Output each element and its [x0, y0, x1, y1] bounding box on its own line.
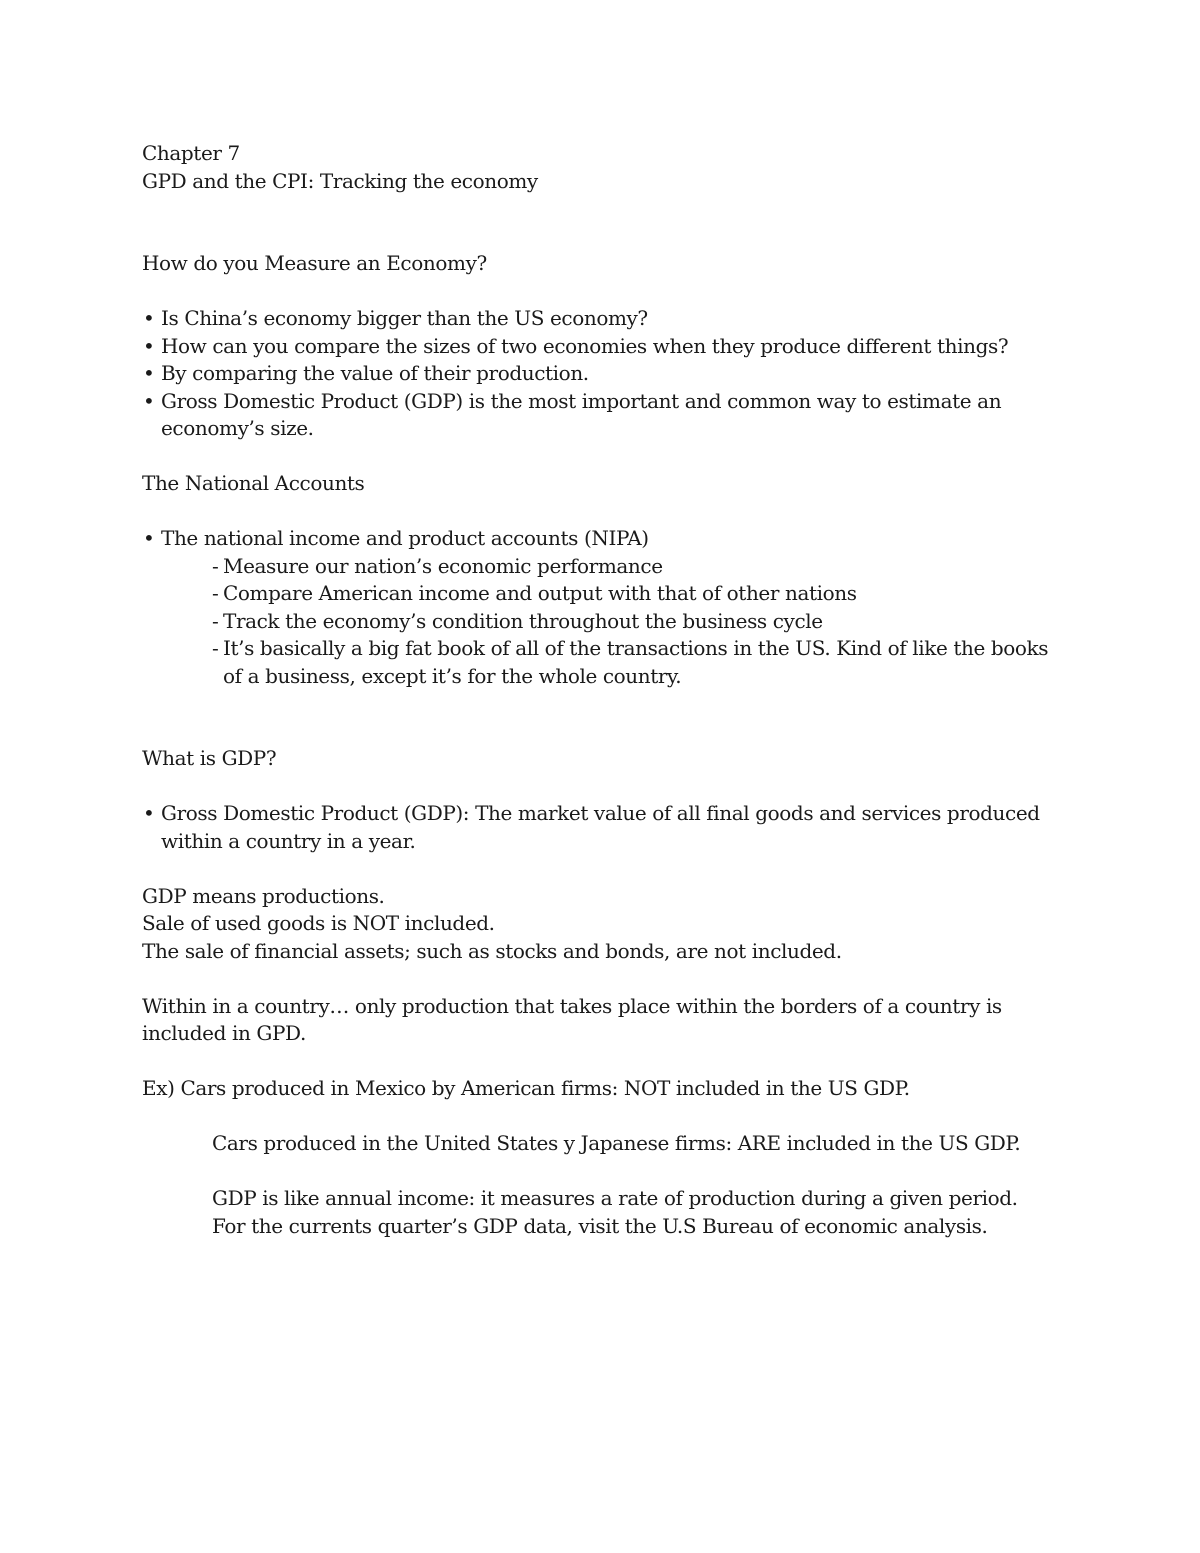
paragraph-visit-bea: For the currents quarter’s GDP data, visit the U.S Bureau of economic analysis.	[212, 1213, 988, 1238]
section-heading-national-accounts: The National Accounts	[142, 471, 365, 495]
paragraph-within-country: Within in a country… only production that takes place within the borders of a country is included in GPD.	[142, 993, 1002, 1045]
paragraph-annual-income: GDP is like annual income: it measures a rate of production during a given period.	[212, 1186, 1018, 1210]
chapter-title: Chapter 7	[142, 141, 240, 165]
list-item: • Is China’s economy bigger than the US economy?	[143, 306, 648, 330]
list-item: • By comparing the value of their production.	[143, 361, 589, 385]
paragraph-example-japan: Cars produced in the United States y Japanese firms: ARE included in the US GDP.	[212, 1131, 1021, 1155]
document-page	[142, 140, 1062, 1240]
list-item: • How can you compare the sizes of two economies when they produce different things?	[143, 333, 1009, 358]
section-heading-measure: How do you Measure an Economy?	[142, 251, 487, 275]
list-item: • Gross Domestic Product (GDP) is the most important and common way to estimate an economy’s size.	[143, 388, 1002, 440]
paragraph-example-mexico: Ex) Cars produced in Mexico by American firms: NOT included in the US GDP.	[142, 1076, 910, 1100]
sub-list-item: - It’s basically a big fat book of all of the transactions in the US. Kind of like the books of a business, except it’s for the whole country.	[212, 636, 1049, 688]
sub-list-item: - Track the economy’s condition throughout the business cycle	[212, 608, 823, 633]
list-item: • The national income and product accounts (NIPA)	[143, 526, 649, 550]
sub-list-item: - Compare American income and output with that of other nations	[212, 581, 857, 605]
note-line: Sale of used goods is NOT included.	[142, 911, 495, 935]
note-line: The sale of financial assets; such as stocks and bonds, are not included.	[142, 938, 842, 963]
chapter-subtitle: GPD and the CPI: Tracking the economy	[142, 168, 538, 193]
sub-list-item: - Measure our nation’s economic performance	[212, 553, 663, 578]
note-line: GDP means productions.	[142, 883, 385, 908]
section-heading-what-is-gdp: What is GDP?	[142, 746, 277, 770]
list-item: • Gross Domestic Product (GDP): The market value of all final goods and services produced within a country in a year.	[143, 801, 1040, 853]
